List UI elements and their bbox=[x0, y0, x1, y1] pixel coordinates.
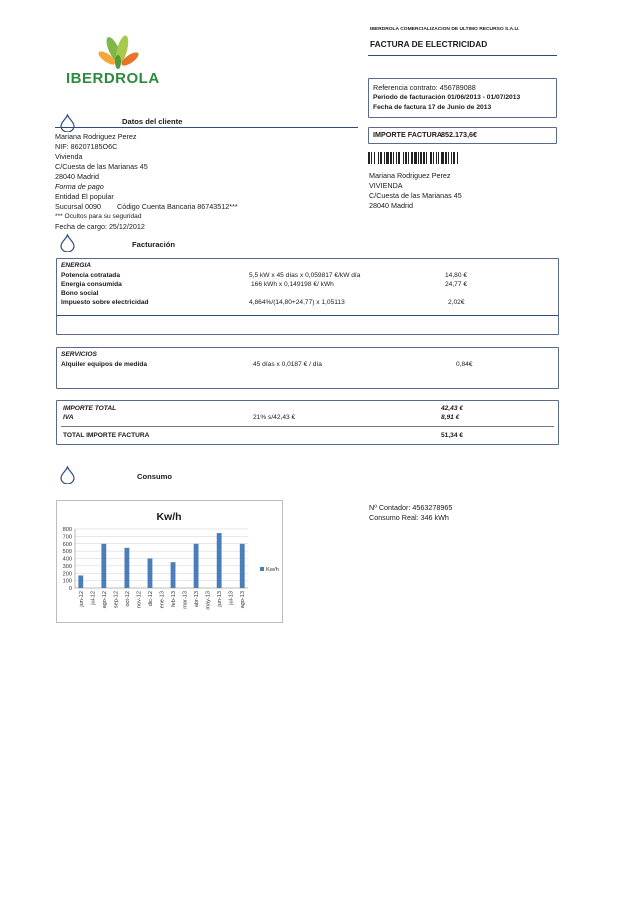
energy-row-label: Potencia cotratada bbox=[61, 272, 120, 279]
chart-bar bbox=[171, 562, 176, 588]
chart-bar bbox=[148, 559, 153, 589]
total-row-label: IMPORTE TOTAL bbox=[63, 405, 117, 412]
iberdrola-logo bbox=[60, 28, 180, 88]
company-name: IBERDROLA COMERCIALIZACION DE ULTIMO RECURSO S.A.U. bbox=[370, 27, 520, 32]
billing-period: Periodo de facturación 01/06/2013 - 01/07/2013 bbox=[373, 94, 521, 101]
real-consumption: Consumo Real: 346 kWh bbox=[369, 513, 449, 522]
bank-entity: Entidad El popular bbox=[55, 192, 114, 201]
header-divider bbox=[368, 55, 557, 56]
services-header: SERVICIOS bbox=[61, 351, 97, 358]
client-type: Vivienda bbox=[55, 152, 83, 161]
y-tick-label: 300 bbox=[62, 563, 72, 570]
contract-info-box bbox=[368, 78, 557, 118]
y-tick-label: 700 bbox=[62, 534, 72, 541]
recipient-name: Mariana Rodriguez Perez bbox=[369, 171, 451, 180]
document-title: FACTURA DE ELECTRICIDAD bbox=[370, 39, 488, 49]
services-box bbox=[56, 347, 559, 389]
services-row-calc: 45 días x 0,0187 € / día bbox=[253, 361, 322, 368]
billing-section-title: Facturación bbox=[132, 240, 176, 249]
invoice-date: Fecha de factura 17 de Junio de 2013 bbox=[373, 104, 492, 111]
chart-bar bbox=[101, 544, 106, 588]
chart-title: Kw/h bbox=[156, 511, 182, 523]
consumption-section-title: Consumo bbox=[137, 472, 173, 481]
legend-swatch bbox=[260, 567, 264, 571]
x-tick-label: feb-13 bbox=[171, 591, 178, 607]
x-tick-label: may-13 bbox=[205, 591, 212, 610]
x-tick-label: abr-13 bbox=[194, 591, 201, 608]
client-city: 28040 Madrid bbox=[55, 172, 99, 181]
total-row-calc: 21% s/42,43 € bbox=[253, 414, 296, 421]
legend-label: Kw/h bbox=[266, 567, 279, 573]
recipient-type: VIVIENDA bbox=[369, 181, 403, 190]
client-street: C/Cuesta de las Marianas 45 bbox=[55, 162, 148, 171]
chart-bar bbox=[78, 575, 83, 588]
grand-total-value: 51,34 € bbox=[441, 432, 463, 439]
leaf-icon bbox=[60, 28, 180, 72]
contract-reference: Referencia contrato: 456789088 bbox=[373, 83, 476, 92]
chart-bar bbox=[194, 544, 199, 588]
charge-date: Fecha de cargo: 25/12/2012 bbox=[55, 222, 145, 231]
x-tick-label: ene-13 bbox=[159, 591, 166, 609]
energy-row-calc: 4,864%/(14,80+24,77) x 1,05113 bbox=[249, 299, 345, 306]
x-tick-label: ago-13 bbox=[240, 591, 247, 609]
total-row-amount: 8,91 € bbox=[441, 414, 460, 421]
energy-row-label: Energia consumida bbox=[61, 281, 122, 288]
water-drop-icon bbox=[60, 234, 75, 252]
payment-method-label: Forma de pago bbox=[55, 182, 104, 191]
x-tick-label: jun-13 bbox=[217, 591, 224, 607]
energy-row-calc: 166 kWh x 0,149198 €/ kWh bbox=[251, 281, 334, 288]
energy-header: ENERGIA bbox=[61, 262, 92, 269]
bank-branch: Sucursal 0090 bbox=[55, 202, 101, 211]
y-tick-label: 0 bbox=[68, 586, 72, 592]
totals-box bbox=[56, 400, 559, 445]
total-row-amount: 42,43 € bbox=[441, 405, 463, 412]
meter-number: Nº Contador: 4563278965 bbox=[369, 503, 453, 512]
invoice-amount-value: 852.173,6€ bbox=[441, 130, 477, 139]
x-tick-label: oct-12 bbox=[124, 591, 131, 607]
y-tick-label: 400 bbox=[62, 556, 72, 563]
recipient-city: 28040 Madrid bbox=[369, 201, 413, 210]
privacy-note: *** Ocultos para su seguridad bbox=[55, 213, 142, 220]
invoice-amount-label: IMPORTE FACTURA bbox=[373, 130, 443, 139]
water-drop-icon bbox=[60, 466, 75, 484]
x-tick-label: mar-13 bbox=[182, 591, 189, 609]
brand-name: IBERDROLA bbox=[66, 70, 160, 87]
total-row-label: IVA bbox=[63, 414, 74, 421]
x-tick-label: ago-12 bbox=[101, 591, 108, 609]
chart-bar bbox=[124, 548, 129, 588]
recipient-street: C/Cuesta de las Marianas 45 bbox=[369, 191, 462, 200]
y-tick-label: 500 bbox=[62, 549, 72, 556]
energy-row-label: Impuesto sobre electricidad bbox=[61, 299, 149, 306]
client-nif: NIF: 86207185O6C bbox=[55, 142, 118, 151]
x-tick-label: jun-12 bbox=[78, 591, 85, 607]
invoice-amount-box bbox=[368, 127, 557, 144]
services-row-amount: 0,84€ bbox=[456, 361, 473, 368]
y-tick-label: 600 bbox=[62, 541, 72, 548]
y-tick-label: 100 bbox=[62, 578, 72, 585]
consumption-chart-svg bbox=[57, 501, 282, 622]
client-name: Mariana Rodriguez Perez bbox=[55, 132, 137, 141]
y-tick-label: 200 bbox=[62, 571, 72, 578]
client-section-title: Datos del cliente bbox=[122, 117, 183, 126]
barcode-icon bbox=[368, 152, 493, 164]
x-tick-label: sep-12 bbox=[113, 591, 120, 609]
client-section-divider bbox=[55, 127, 358, 128]
x-tick-label: dic-12 bbox=[147, 591, 154, 607]
x-tick-label: nov-12 bbox=[136, 591, 143, 609]
totals-divider bbox=[61, 426, 554, 427]
y-tick-label: 800 bbox=[62, 527, 72, 533]
energy-row-label: Bono social bbox=[61, 290, 99, 297]
consumption-chart bbox=[56, 500, 283, 623]
grand-total-label: TOTAL IMPORTE FACTURA bbox=[63, 432, 150, 439]
services-row-label: Alquiler equipos de medida bbox=[61, 361, 148, 368]
x-tick-label: jul-12 bbox=[90, 591, 97, 605]
energy-box bbox=[56, 258, 559, 335]
energy-row-amount: 14,80 € bbox=[445, 272, 467, 279]
x-tick-label: jul-13 bbox=[228, 591, 235, 605]
energy-row-calc: 5,5 kW x 45 días x 0,059817 €/kW día bbox=[249, 272, 361, 279]
water-drop-icon bbox=[60, 114, 75, 132]
chart-bar bbox=[240, 544, 245, 588]
energy-box-divider bbox=[57, 315, 558, 316]
energy-row-amount: 2,02€ bbox=[448, 299, 465, 306]
chart-bar bbox=[217, 533, 222, 588]
energy-row-amount: 24,77 € bbox=[445, 281, 467, 288]
bank-account: Código Cuenta Bancaria 86743512*** bbox=[117, 202, 238, 211]
